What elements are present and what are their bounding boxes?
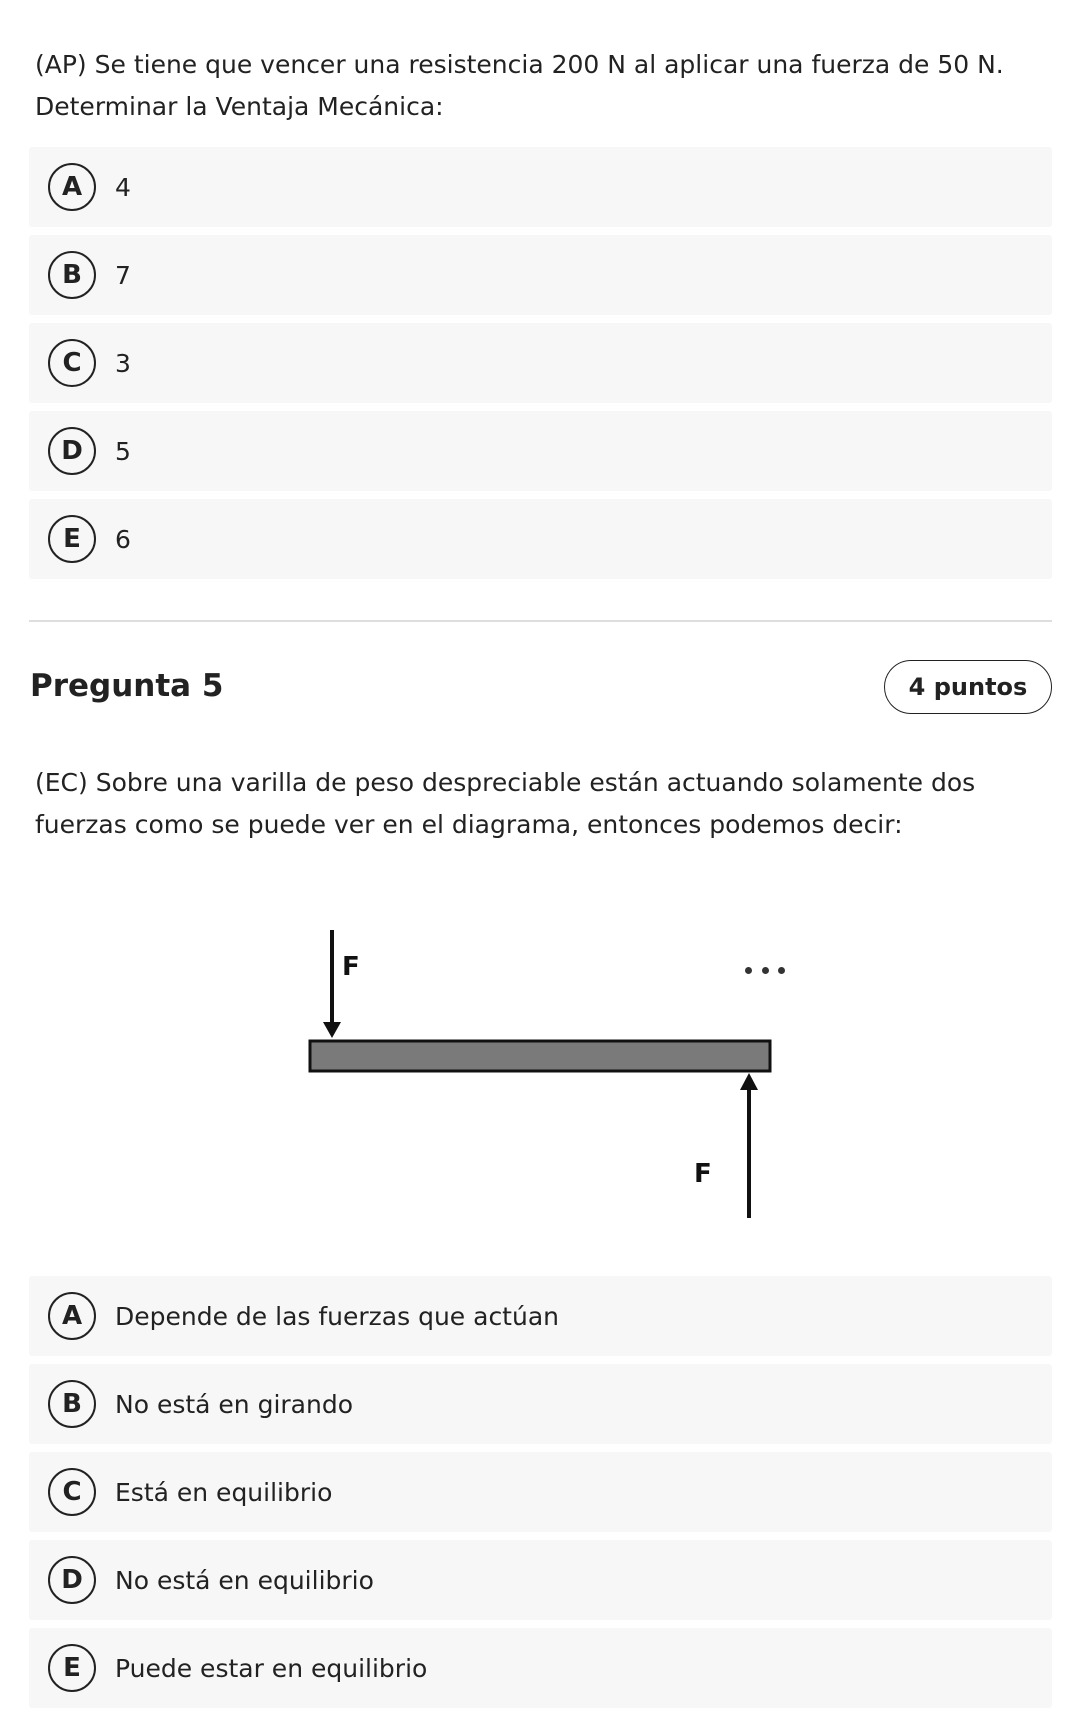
option-c[interactable]	[29, 323, 1052, 403]
force-bottom-label: F	[694, 1159, 712, 1189]
option-label: 7	[115, 260, 131, 290]
question-divider	[29, 620, 1052, 622]
option-b[interactable]	[29, 235, 1052, 315]
option-label: 5	[115, 436, 131, 466]
more-dot	[762, 967, 769, 974]
option-letter: D	[48, 1556, 96, 1604]
option-label: 4	[115, 172, 131, 202]
question-5-header	[29, 660, 1052, 716]
option-label: No está en equilibrio	[115, 1565, 374, 1595]
option-letter: B	[48, 1380, 96, 1428]
option-letter: A	[48, 1292, 96, 1340]
option-a[interactable]	[29, 1276, 1052, 1356]
option-label: 6	[115, 524, 131, 554]
more-dot	[778, 967, 785, 974]
option-letter: C	[48, 339, 96, 387]
question-5-text: (EC) Sobre una varilla de peso despreciable están actuando solamente dos fuerzas como se puede ver en el diagrama, entonces podemos decir:	[35, 768, 976, 839]
option-a[interactable]	[29, 147, 1052, 227]
option-label: Está en equilibrio	[115, 1477, 333, 1507]
option-c[interactable]	[29, 1452, 1052, 1532]
option-letter: D	[48, 427, 96, 475]
question-title: Pregunta 5	[30, 668, 224, 704]
question-5-options	[29, 1276, 1052, 1716]
option-letter: E	[48, 1644, 96, 1692]
option-e[interactable]	[29, 499, 1052, 579]
option-letter: B	[48, 251, 96, 299]
option-letter: C	[48, 1468, 96, 1516]
option-label: Depende de las fuerzas que actúan	[115, 1301, 559, 1331]
option-b[interactable]	[29, 1364, 1052, 1444]
question-4-text: (AP) Se tiene que vencer una resistencia 200 N al aplicar una fuerza de 50 N. Determinar la Ventaja Mecánica:	[35, 50, 1004, 121]
option-d[interactable]	[29, 411, 1052, 491]
force-down-arrow-head	[323, 1022, 341, 1038]
force-top-label: F	[342, 952, 360, 982]
option-letter: A	[48, 163, 96, 211]
option-label: Puede estar en equilibrio	[115, 1653, 428, 1683]
rod-bar	[310, 1041, 770, 1071]
option-d[interactable]	[29, 1540, 1052, 1620]
question-4-options	[29, 147, 1052, 587]
more-dot	[745, 967, 752, 974]
points-badge: 4 puntos	[884, 660, 1052, 714]
option-label: No está en girando	[115, 1389, 354, 1419]
option-e[interactable]	[29, 1628, 1052, 1708]
lever-diagram	[290, 920, 810, 1220]
more-horizontal-icon[interactable]	[745, 958, 785, 982]
force-up-arrow-head	[740, 1073, 758, 1090]
option-letter: E	[48, 515, 96, 563]
option-label: 3	[115, 348, 131, 378]
